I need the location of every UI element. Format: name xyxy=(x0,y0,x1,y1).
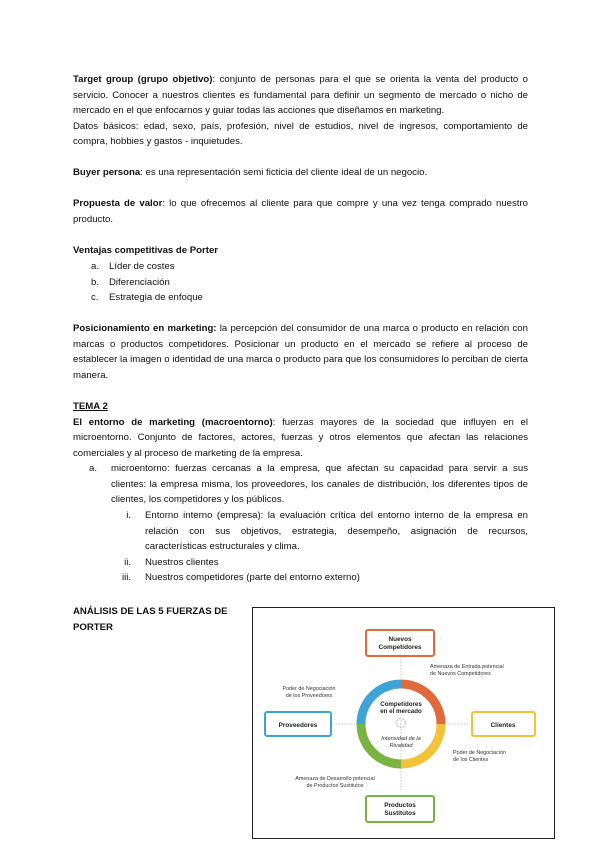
entry-threat-label-line-1: Amenaza de Entrada potencial xyxy=(430,664,504,670)
supplier-power-label-line-1: Poder de Negociación xyxy=(282,686,336,692)
substitutes-box xyxy=(366,796,434,822)
value-proposition-term: Propuesta de valor xyxy=(73,198,163,209)
macroentorno-definition: : fuerzas mayores de la sociedad que influyen en el microentorno. Conjunto de factores, actores, fuerzas y otros elementos que afectan las relaciones comerciales y al proceso de marketing de la empresa. xyxy=(73,416,528,459)
list-item xyxy=(111,508,528,555)
center-subtitle-line-1: Intensidad de la xyxy=(381,736,421,742)
positioning-definition: la percepción del consumidor de una marca o producto en relación con marcas o productos competidores. Posicionar un producto en el mercado se refiere al proceso de establecer la imagen o identidad de una marca o producto para que los consumidores lo perciban de cierta manera. xyxy=(73,323,528,381)
list-marker: iii. xyxy=(121,572,131,583)
customers-label: Clientes xyxy=(490,722,516,729)
list-item-label: Entorno interno (empresa): la evaluación crítica del entorno interno de la empresa en relación con sus objetivos, estrategia, desempeño, asignación de recursos, características estructurales y clima. xyxy=(145,510,528,552)
positioning-term: Posicionamiento en marketing: xyxy=(73,323,217,334)
list-item-label: Líder de costes xyxy=(109,261,175,272)
entry-threat-label-line-2: de Nuevos Competidores xyxy=(430,671,491,677)
list-marker: b. xyxy=(91,276,100,288)
list-item xyxy=(111,555,528,571)
customer-power-label-line-2: de los Clientes xyxy=(453,757,489,763)
positioning-paragraph xyxy=(73,321,528,383)
center-title-line-1: Competidores xyxy=(380,701,422,708)
list-item xyxy=(91,290,528,306)
porter-advantages-list xyxy=(91,259,528,306)
substitutes-line-2: Sustitutos xyxy=(384,810,416,817)
center-title-line-2: en el mercado xyxy=(380,708,422,715)
tema2-heading: TEMA 2 xyxy=(73,401,108,412)
microentorno-list xyxy=(89,461,528,508)
substitute-threat-label-line-2: de Productos Sustitutos xyxy=(306,783,364,789)
list-item-label: Nuestros clientes xyxy=(145,556,219,568)
target-group-paragraph xyxy=(73,72,528,150)
microentorno-text: microentorno: fuerzas cercanas a la empresa, que afectan su capacidad para servir a sus clientes: la empresa misma, los proveedores, los canales de distribución, los diferentes tipos de clientes, los competidores y los públicos. xyxy=(111,463,528,505)
list-marker: a. xyxy=(91,261,100,272)
new-competitors-line-1: Nuevos xyxy=(388,636,412,643)
new-competitors-line-2: Competidores xyxy=(378,644,422,651)
new-competitors-box xyxy=(366,630,434,656)
center-subtitle-line-2: Rivalidad xyxy=(389,743,413,749)
porter-five-forces-diagram xyxy=(252,607,555,839)
buyer-persona-paragraph xyxy=(73,165,528,181)
porter-advantages-heading: Ventajas competitivas de Porter xyxy=(73,245,219,256)
suppliers-label: Proveedores xyxy=(278,722,318,729)
tema2-heading-block xyxy=(73,399,528,461)
list-marker: ii. xyxy=(124,556,131,568)
list-marker: c. xyxy=(91,292,99,303)
list-marker: i. xyxy=(126,510,131,521)
substitutes-line-1: Productos xyxy=(384,802,416,809)
porter-analysis-title: ANÁLISIS DE LAS 5 FUERZAS DE PORTER xyxy=(73,606,228,633)
list-item-label: Diferenciación xyxy=(109,276,170,288)
target-group-definition: conjunto de personas para el que se orienta la venta del producto o servicio. Conocer a nuestros clientes es fundamental para definir un segmento de mercado o nicho de mercado en el que enfocarnos y guiar todas las acciones que diseñamos en marketing. xyxy=(73,74,528,116)
supplier-power-label-line-2: de los Proveedores xyxy=(285,693,333,699)
target-group-term: Target group (grupo objetivo) xyxy=(73,74,213,85)
list-item-label: Estrategia de enfoque xyxy=(109,292,203,303)
list-marker: a. xyxy=(89,463,98,474)
buyer-persona-definition: : es una representación semi ficticia del cliente ideal de un negocio. xyxy=(140,167,428,178)
buyer-persona-term: Buyer persona xyxy=(73,167,141,178)
customer-power-label-line-1: Poder de Negociación xyxy=(453,750,507,756)
list-item xyxy=(91,275,528,291)
list-item xyxy=(89,461,528,508)
basic-data-line: Datos básicos: edad, sexo, país, profesión, nivel de estudios, nivel de ingresos, comportamiento de compra, hobbies y gastos - inquietudes. xyxy=(73,120,528,147)
microentorno-sublist xyxy=(111,508,528,586)
list-item xyxy=(111,570,528,586)
target-group-colon: : xyxy=(212,74,216,85)
porter-advantages-title xyxy=(73,243,528,259)
macroentorno-term: El entorno de marketing (macroentorno) xyxy=(73,416,273,428)
value-proposition-paragraph xyxy=(73,196,528,227)
substitute-threat-label-line-1: Amenaza de Desarrollo potencial xyxy=(295,776,375,782)
list-item-label: Nuestros competidores (parte del entorno externo) xyxy=(145,572,360,583)
value-proposition-definition: : lo que ofrecemos al cliente para que compre y una vez tenga comprado nuestro producto. xyxy=(73,198,529,225)
list-item xyxy=(91,259,528,275)
